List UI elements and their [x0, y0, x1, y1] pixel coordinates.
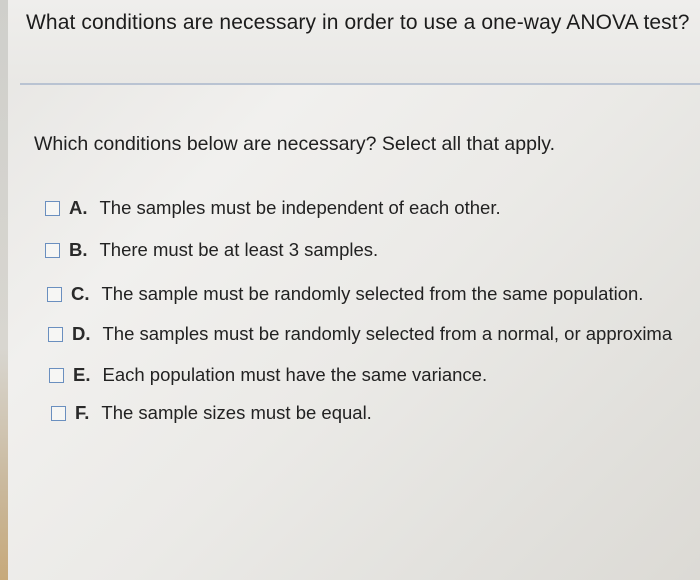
option-b[interactable]	[45, 239, 378, 261]
option-e[interactable]	[49, 364, 487, 386]
option-letter-f: F.	[75, 402, 90, 423]
option-text-b: There must be at least 3 samples.	[99, 239, 379, 260]
option-a[interactable]	[45, 197, 501, 219]
option-text-e: Each population must have the same variance.	[102, 364, 488, 385]
checkbox-d[interactable]	[48, 327, 63, 342]
checkbox-c[interactable]	[47, 287, 62, 302]
checkbox-b[interactable]	[45, 243, 60, 258]
option-text-a: The samples must be independent of each other.	[99, 197, 501, 218]
option-letter-e: E.	[73, 364, 91, 385]
option-text-d: The samples must be randomly selected from a normal, or approxima	[102, 323, 673, 344]
checkbox-a[interactable]	[45, 201, 60, 216]
option-d[interactable]	[48, 323, 672, 345]
option-text-f: The sample sizes must be equal.	[101, 402, 372, 423]
checkbox-e[interactable]	[49, 368, 64, 383]
option-letter-a: A.	[69, 197, 88, 218]
option-f[interactable]	[51, 402, 372, 424]
instruction-text: Which conditions below are necessary? Select all that apply.	[34, 133, 555, 155]
question-title: What conditions are necessary in order to use a one-way ANOVA test?	[26, 11, 690, 34]
option-letter-c: C.	[71, 283, 90, 304]
option-letter-b: B.	[69, 239, 88, 260]
option-letter-d: D.	[72, 323, 91, 344]
checkbox-f[interactable]	[51, 406, 66, 421]
option-c[interactable]	[47, 283, 643, 305]
option-text-c: The sample must be randomly selected from the same population.	[101, 283, 644, 304]
